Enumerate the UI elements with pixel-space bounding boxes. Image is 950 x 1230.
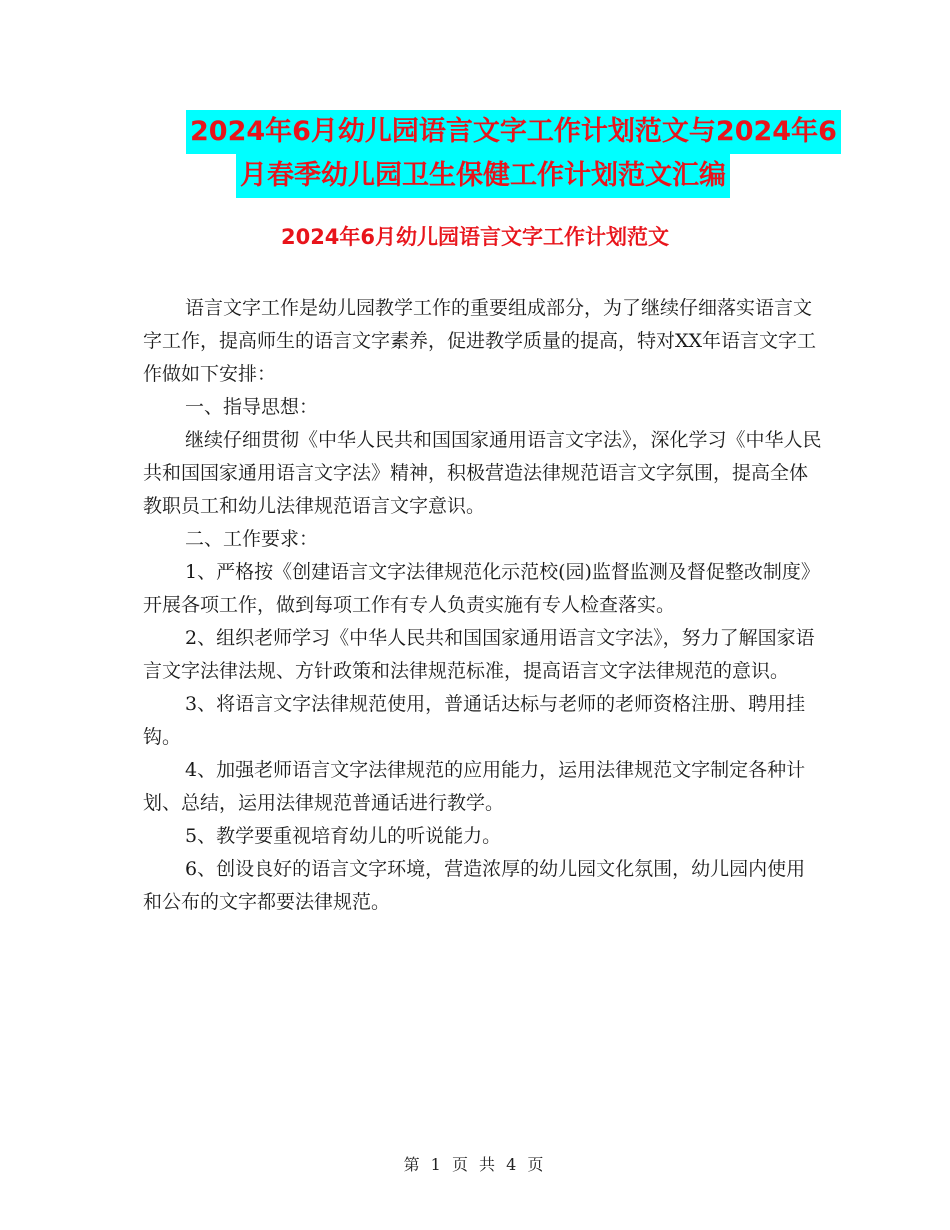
requirement-item-4: 4、加强老师语言文字法律规范的应用能力，运用法律规范文字制定各种计划、总结，运用法律规范普通话进行教学。 (143, 759, 806, 814)
heading-work-requirements: 二、工作要求： (185, 528, 319, 550)
document-body (143, 292, 823, 919)
paragraph-intro: 语言文字工作是幼儿园教学工作的重要组成部分，为了继续仔细落实语言文字工作，提高师生的语言文字素养，促进教学质量的提高，特对XX年语言文字工作做如下安排： (143, 297, 817, 385)
requirement-item-3: 3、将语言文字法律规范使用，普通话达标与老师的老师资格注册、聘用挂钩。 (143, 693, 806, 748)
paragraph-guiding-ideology: 继续仔细贯彻《中华人民共和国国家通用语言文字法》，深化学习《中华人民共和国国家通用语言文字法》精神，积极营造法律规范语言文字氛围，提高全体教职员工和幼儿法律规范语言文字意识。 (143, 429, 822, 517)
requirement-item-2: 2、组织老师学习《中华人民共和国国家通用语言文字法》，努力了解国家语言文字法律法规、方针政策和法律规范标准，提高语言文字法律规范的意识。 (143, 627, 815, 682)
requirement-item-6: 6、创设良好的语言文字环境，营造浓厚的幼儿园文化氛围，幼儿园内使用和公布的文字都要法律规范。 (143, 858, 806, 913)
page-number-footer: 第 1 页 共 4 页 (403, 1155, 547, 1174)
document-title-line-2: 月春季幼儿园卫生保健工作计划范文汇编 (236, 154, 730, 198)
requirement-item-1: 1、严格按《创建语言文字法律规范化示范校(园)监督监测及督促整改制度》开展各项工作，做到每项工作有专人负责实施有专人检查落实。 (143, 561, 820, 616)
heading-guiding-ideology: 一、指导思想： (185, 396, 319, 418)
document-title-line-1: 2024年6月幼儿园语言文字工作计划范文与2024年6 (186, 110, 841, 154)
section-title: 2024年6月幼儿园语言文字工作计划范文 (280, 225, 670, 249)
requirement-item-5: 5、教学要重视培育幼儿的听说能力。 (185, 825, 502, 847)
